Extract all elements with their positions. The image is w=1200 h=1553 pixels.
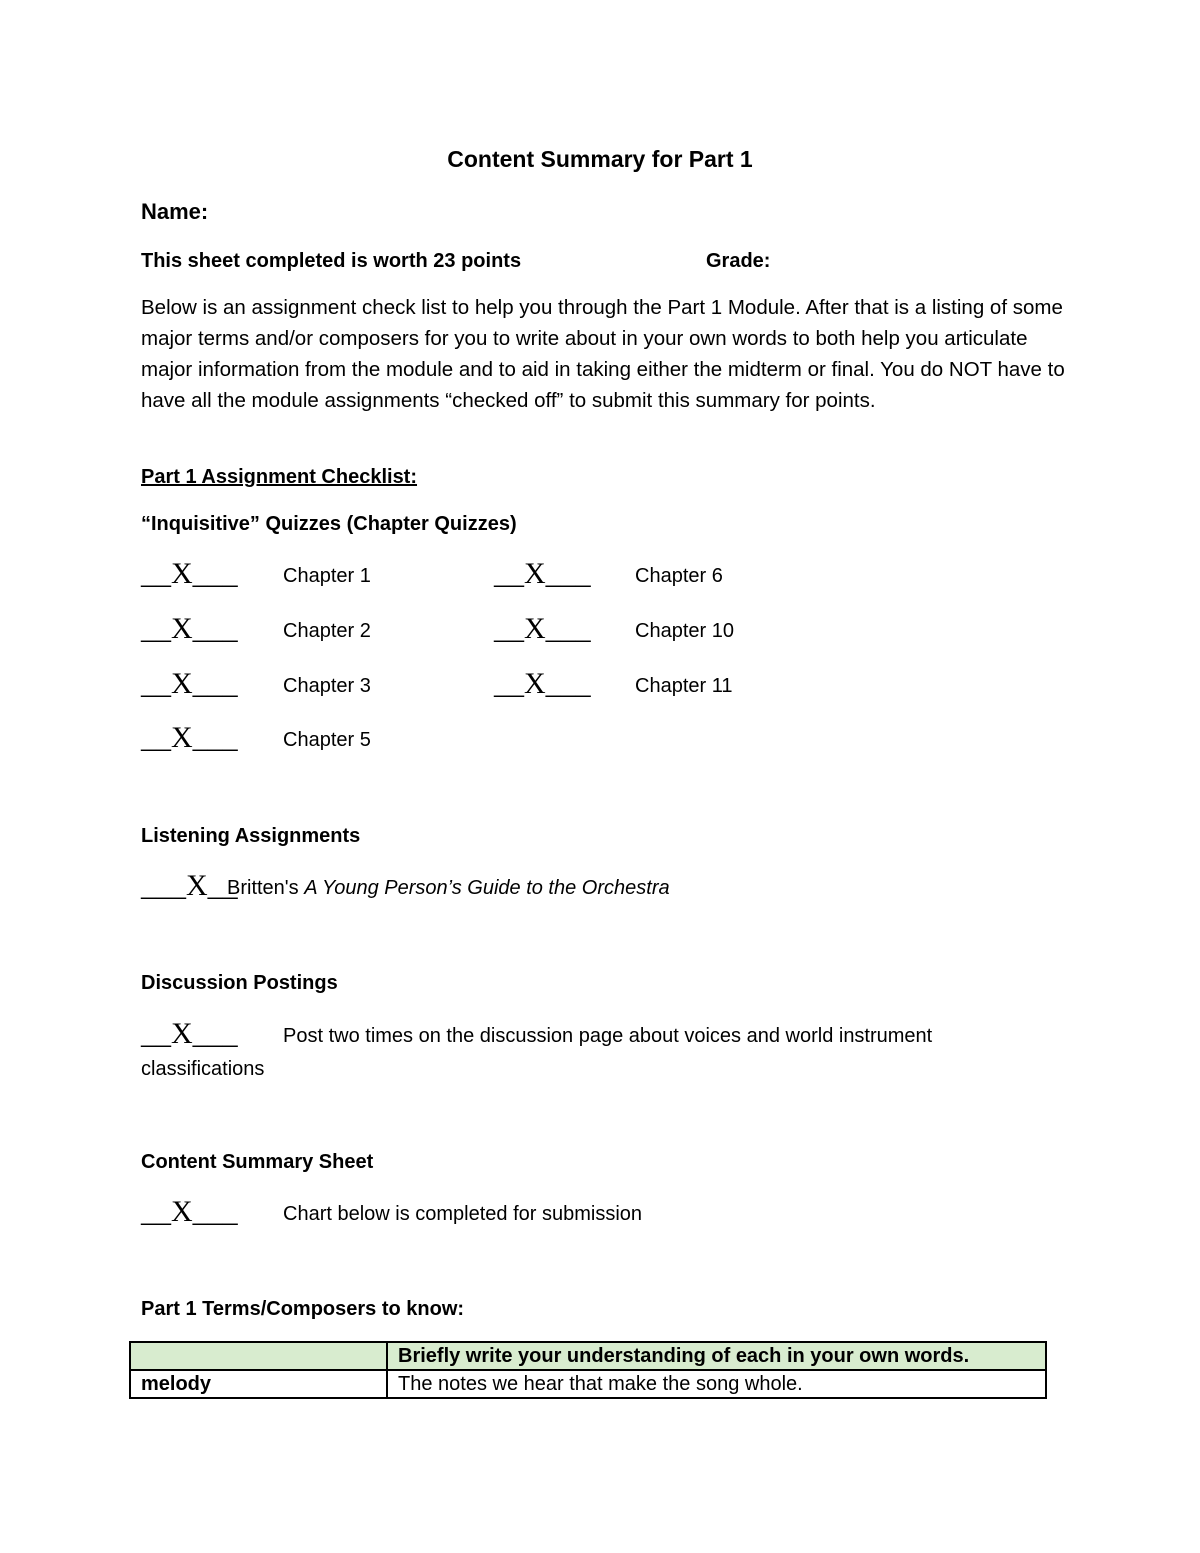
terms-header-term-cell — [130, 1342, 387, 1370]
grade-label: Grade: — [706, 250, 771, 272]
quiz-check-mark: __X___ — [141, 557, 238, 590]
table-row — [130, 1370, 1046, 1398]
terms-header-description-cell: Briefly write your understanding of each in your own words. — [387, 1342, 1046, 1370]
page-title: Content Summary for Part 1 — [447, 146, 753, 172]
quiz-check-mark: __X___ — [494, 667, 591, 700]
quiz-check-mark: __X___ — [141, 667, 238, 700]
quiz-chapter-label: Chapter 2 — [283, 620, 371, 642]
listening-item-label — [227, 877, 670, 900]
summary-sheet-item-label: Chart below is completed for submission — [283, 1203, 643, 1225]
quiz-check-mark: __X___ — [494, 557, 591, 590]
terms-table-header-row — [130, 1342, 1046, 1370]
summary-sheet-check-mark: __X___ — [141, 1195, 238, 1228]
quizzes-heading: “Inquisitive” Quizzes (Chapter Quizzes) — [141, 513, 517, 535]
terms-table — [129, 1341, 1047, 1399]
listening-heading: Listening Assignments — [141, 825, 361, 847]
quiz-check-mark: __X___ — [141, 721, 238, 754]
listening-composer: Britten's — [227, 877, 305, 899]
term-cell: melody — [130, 1370, 387, 1398]
quiz-check-mark: __X___ — [494, 612, 591, 645]
quiz-chapter-label: Chapter 5 — [283, 729, 371, 751]
checklist-heading: Part 1 Assignment Checklist: — [141, 466, 418, 488]
quiz-check-mark: __X___ — [141, 612, 238, 645]
discussion-item-label: Post two times on the discussion page about voices and world instrument — [283, 1025, 933, 1047]
discussion-item-label-continued: classifications — [141, 1058, 265, 1080]
listening-check-mark: ___X__ — [141, 869, 238, 902]
listening-work-title: A Young Person’s Guide to the Orchestra — [304, 877, 670, 899]
term-description-cell: The notes we hear that make the song whole. — [387, 1370, 1046, 1398]
summary-sheet-heading: Content Summary Sheet — [141, 1151, 374, 1173]
discussion-heading: Discussion Postings — [141, 972, 338, 994]
quiz-chapter-label: Chapter 1 — [283, 565, 371, 587]
terms-heading: Part 1 Terms/Composers to know: — [141, 1298, 465, 1320]
quiz-chapter-label: Chapter 6 — [635, 565, 723, 587]
quiz-chapter-label: Chapter 10 — [635, 620, 734, 642]
points-worth-text: This sheet completed is worth 23 points — [141, 250, 522, 272]
quiz-chapter-label: Chapter 11 — [635, 675, 733, 697]
intro-paragraph: Below is an assignment check list to help you through the Part 1 Module. After that is a listing of some major terms and/or composers for you to write about in your own words to both help you articulate major information from the module and to aid in taking either the midterm or final. You do NOT have to have all the module assignments “checked off” to submit this summary for points. — [141, 296, 1065, 412]
quiz-chapter-label: Chapter 3 — [283, 675, 371, 697]
discussion-check-mark: __X___ — [141, 1017, 238, 1050]
name-label: Name: — [141, 199, 209, 224]
